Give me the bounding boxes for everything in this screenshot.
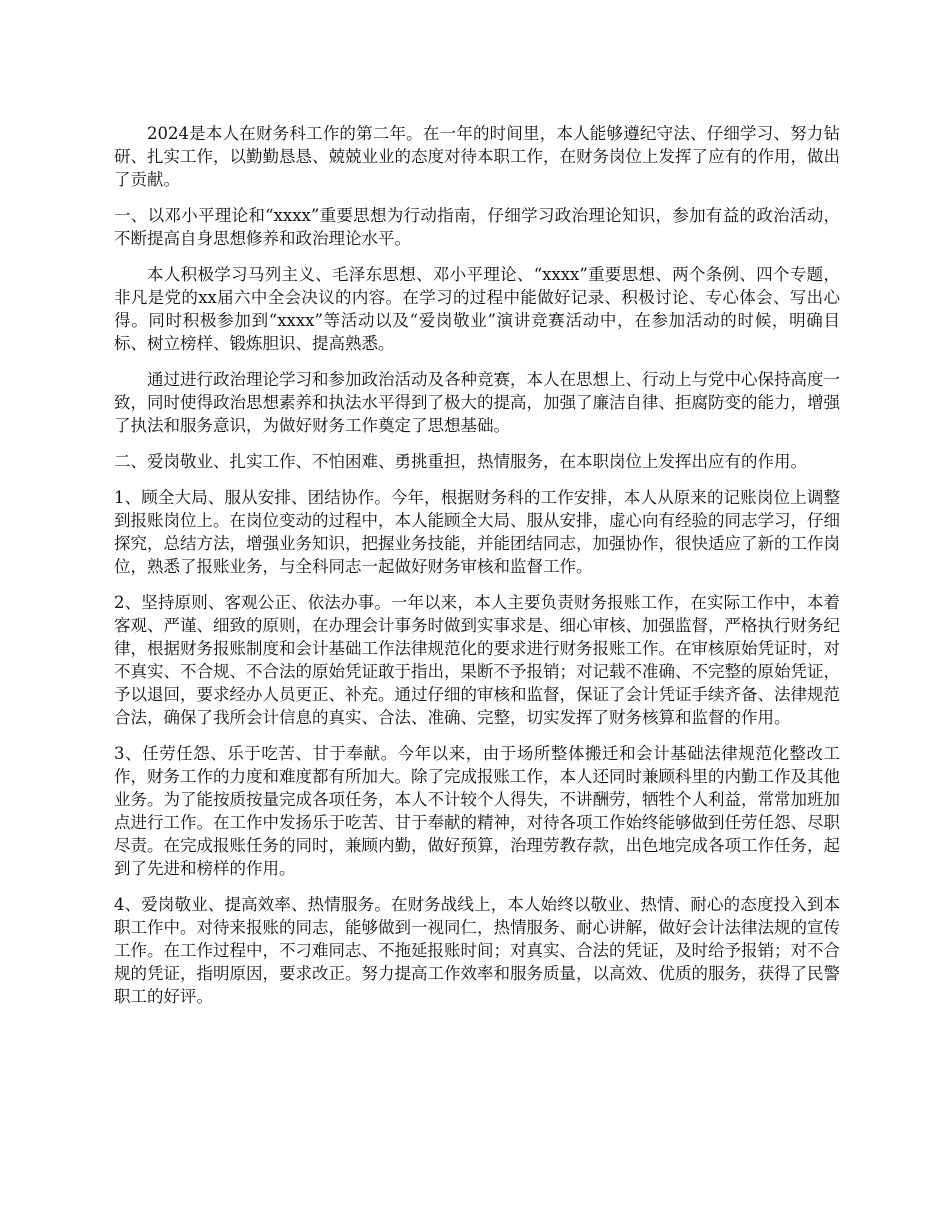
section-heading-1: 一、以邓小平理论和“xxxx”重要思想为行动指南，仔细学习政治理论知识，参加有益的政治活动，不断提高自身思想修养和政治理论水平。 [114,206,840,248]
item-paragraph-2: 2、坚持原则、客观公正、依法办事。一年以来，本人主要负责财务报账工作，在实际工作中，本着客观、严谨、细致的原则，在办理会计事务时做到实事求是、细心审核、加强监督，严格执行财务纪律，根据财务报账制度和会计基础工作法律规范化的要求进行财务报账工作。在审核原始凭证时，对不真实、不合规、不合法的原始凭证敢于指出，果断不予报销；对记载不准确、不完整的原始凭证，予以退回，要求经办人员更正、补充。通过仔细的审核和监督，保证了会计凭证手续齐备、法律规范合法，确保了我所会计信息的真实、合法、准确、完整，切实发挥了财务核算和监督的作用。 [114,593,840,727]
item-paragraph-1: 1、顾全大局、服从安排、团结协作。今年，根据财务科的工作安排，本人从原来的记账岗位上调整到报账岗位上。在岗位变动的过程中，本人能顾全大局、服从安排，虚心向有经验的同志学习，仔细探究，总结方法，增强业务知识，把握业务技能，并能团结同志，加强协作，很快适应了新的工作岗位，熟悉了报账业务，与全科同志一起做好财务审核和监督工作。 [114,488,840,576]
section-heading-2: 二、爱岗敬业、扎实工作、不怕困难、勇挑重担，热情服务，在本职岗位上发挥出应有的作用。 [114,452,807,471]
result-paragraph: 通过进行政治理论学习和参加政治活动及各种竞赛，本人在思想上、行动上与党中心保持高度一致，同时使得政治思想素养和执法水平得到了极大的提高，加强了廉洁自律、拒腐防变的能力，增强了执法和服务意识，为做好财务工作奠定了思想基础。 [114,370,840,435]
item-paragraph-3: 3、任劳任怨、乐于吃苦、甘于奉献。今年以来，由于场所整体搬迁和会计基础法律规范化整改工作，财务工作的力度和难度都有所加大。除了完成报账工作，本人还同时兼顾科里的内勤工作及其他业务。为了能按质按量完成各项任务，本人不计较个人得失，不讲酬劳，牺牲个人利益，常常加班加点进行工作。在工作中发扬乐于吃苦、甘于奉献的精神，对待各项工作始终能够做到任劳任怨、尽职尽责。在完成报账任务的同时，兼顾内勤，做好预算，治理劳教存款，出色地完成各项工作任务，起到了先进和榜样的作用。 [114,744,840,878]
intro-paragraph: 2024是本人在财务科工作的第二年。在一年的时间里，本人能够遵纪守法、仔细学习、努力钻研、扎实工作，以勤勤恳恳、兢兢业业的态度对待本职工作，在财务岗位上发挥了应有的作用，做出了贡献。 [114,124,840,189]
item-paragraph-4: 4、爱岗敬业、提高效率、热情服务。在财务战线上，本人始终以敬业、热情、耐心的态度投入到本职工作中。对待来报账的同志，能够做到一视同仁，热情服务、耐心讲解，做好会计法律法规的宣传工作。在工作过程中，不刁难同志、不拖延报账时间；对真实、合法的凭证，及时给予报销；对不合规的凭证，指明原因，要求改正。努力提高工作效率和服务质量，以高效、优质的服务，获得了民警职工的好评。 [114,895,840,1006]
document-body [114,122,840,1021]
study-paragraph: 本人积极学习马列主义、毛泽东思想、邓小平理论、“xxxx”重要思想、两个条例、四个专题，非凡是党的xx届六中全会决议的内容。在学习的过程中能做好记录、积极讨论、专心体会、写出心得。同时积极参加到“xxxx”等活动以及“爱岗敬业”演讲竞赛活动中，在参加活动的时候，明确目标、树立榜样、锻炼胆识、提高熟悉。 [114,265,840,353]
